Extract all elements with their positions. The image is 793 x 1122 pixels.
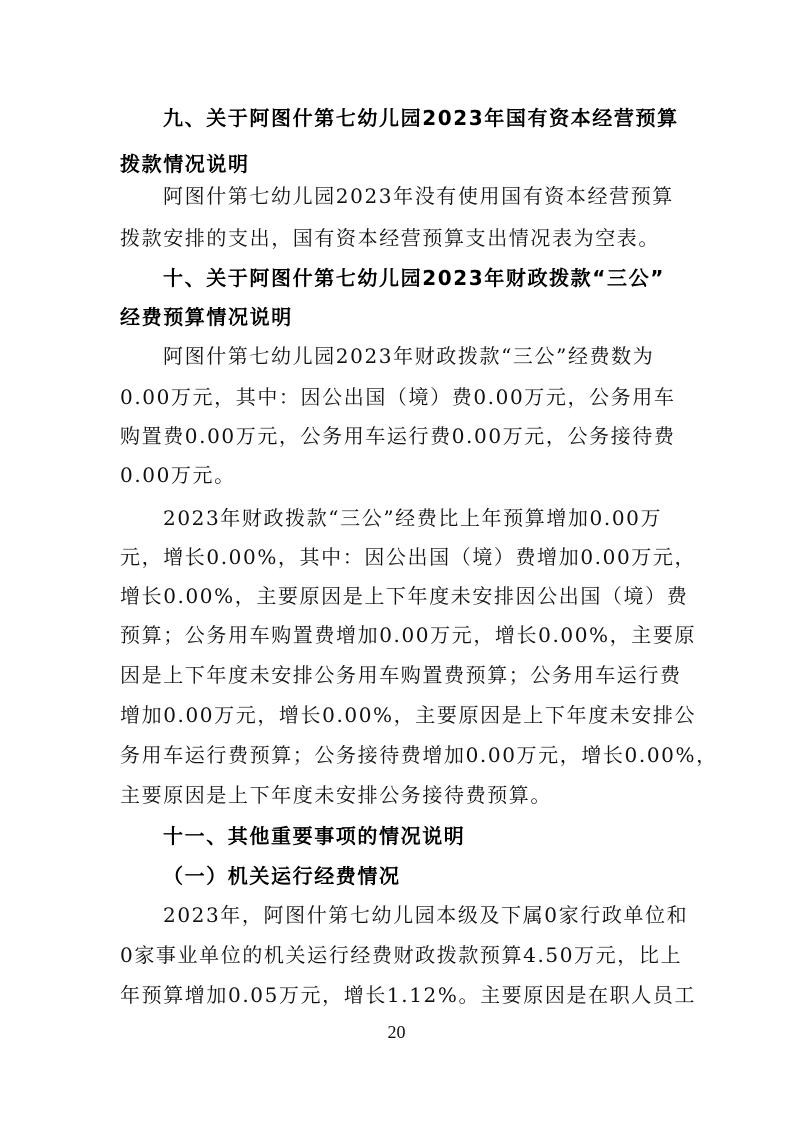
section-10-paragraph-2-line-5: 因是上下年度未安排公务用车购置费预算；公务用车运行费 — [120, 663, 682, 687]
section-9-heading-line-1: 九、关于阿图什第七幼儿园2023年国有资本经营预算 — [163, 106, 679, 130]
section-10-heading-line-2: 经费预算情况说明 — [120, 305, 293, 329]
section-10-paragraph-1-line-1: 阿图什第七幼儿园2023年财政拨款“三公”经费数为 — [163, 344, 655, 368]
page-number: 20 — [387, 1022, 406, 1042]
section-10-paragraph-2-line-2: 元，增长0.00%，其中：因公出国（境）费增加0.00万元， — [120, 545, 697, 569]
section-10-heading-line-1: 十、关于阿图什第七幼儿园2023年财政拨款“三公” — [163, 266, 665, 290]
subsection-1-paragraph-line-1: 2023年，阿图什第七幼儿园本级及下属0家行政单位和 — [163, 903, 689, 927]
section-10-paragraph-2-line-1: 2023年财政拨款“三公”经费比上年预算增加0.00万 — [163, 506, 663, 530]
subsection-1-heading: （一）机关运行经费情况 — [163, 864, 401, 888]
section-10-paragraph-1-line-2: 0.00万元，其中：因公出国（境）费0.00万元，公务用车 — [120, 385, 676, 409]
section-10-paragraph-2-line-4: 预算；公务用车购置费增加0.00万元，增长0.00%，主要原 — [120, 623, 697, 647]
section-10-paragraph-1-line-4: 0.00万元。 — [120, 463, 236, 487]
section-9-paragraph-line-2: 拨款安排的支出，国有资本经营预算支出情况表为空表。 — [120, 226, 660, 250]
section-9-heading-line-2: 拨款情况说明 — [120, 152, 250, 176]
section-10-paragraph-2-line-7: 务用车运行费预算；公务接待费增加0.00万元，增长0.00%， — [120, 743, 718, 767]
subsection-1-paragraph-line-3: 年预算增加0.05万元，增长1.12%。主要原因是在职人员工 — [120, 983, 697, 1007]
section-10-paragraph-2-line-6: 增加0.00万元，增长0.00%，主要原因是上下年度未安排公 — [120, 703, 697, 727]
section-11-heading: 十一、其他重要事项的情况说明 — [163, 824, 466, 848]
section-10-paragraph-2-line-3: 增长0.00%，主要原因是上下年度未安排因公出国（境）费 — [120, 584, 689, 608]
section-10-paragraph-1-line-3: 购置费0.00万元，公务用车运行费0.00万元，公务接待费 — [120, 424, 676, 448]
subsection-1-paragraph-line-2: 0家事业单位的机关运行经费财政拨款预算4.50万元，比上 — [120, 943, 683, 967]
section-9-paragraph-line-1: 阿图什第七幼儿园2023年没有使用国有资本经营预算 — [163, 184, 674, 208]
section-10-paragraph-2-line-8: 主要原因是上下年度未安排公务接待费预算。 — [120, 783, 552, 807]
